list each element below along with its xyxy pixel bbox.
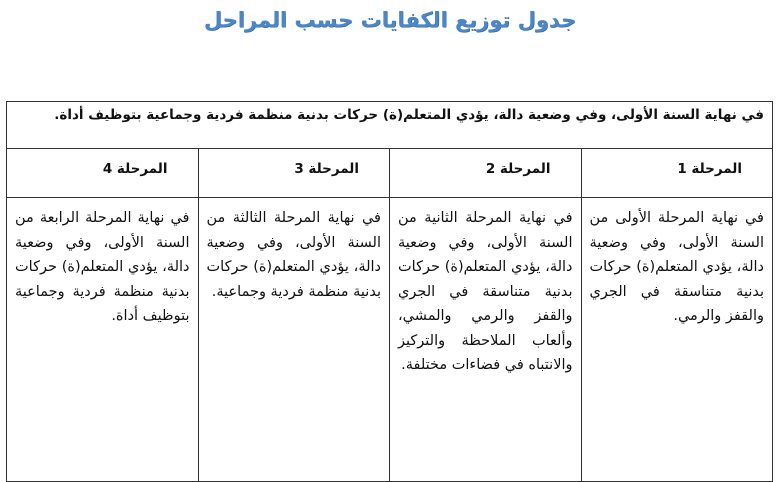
stage-2-text: في نهاية المرحلة الثانية من السنة الأولى، وفي وضعية دالة، يؤدي المتعلم(ة) حركات بدنية متناسقة في الجري والقفز والرمي والمشي، وألعاب الملاحظة والتركيز والانتباه في فضاءات مختلفة. xyxy=(390,198,582,482)
body-row xyxy=(7,198,773,482)
competencies-table xyxy=(6,101,773,482)
intro-cell: في نهاية السنة الأولى، وفي وضعية دالة، يؤدي المتعلم(ة) حركات بدنية منظمة فردية وجماعية بتوظيف أداة. xyxy=(7,102,773,149)
stage-1-text: في نهاية المرحلة الأولى من السنة الأولى، وفي وضعية دالة، يؤدي المتعلم(ة) حركات بدنية متناسقة في الجري والقفز والرمي. xyxy=(581,198,773,482)
stage-3-header: المرحلة 3 xyxy=(198,149,390,198)
stage-4-header: المرحلة 4 xyxy=(7,149,199,198)
stage-2-header: المرحلة 2 xyxy=(390,149,582,198)
header-row xyxy=(7,149,773,198)
stage-3-text: في نهاية المرحلة الثالثة من السنة الأولى، وفي وضعية دالة، يؤدي المتعلم(ة) حركات بدنية منظمة فردية وجماعية. xyxy=(198,198,390,482)
intro-row xyxy=(7,102,773,149)
stage-4-text: في نهاية المرحلة الرابعة من السنة الأولى، وفي وضعية دالة، يؤدي المتعلم(ة) حركات بدنية منظمة فردية وجماعية بتوظيف أداة. xyxy=(7,198,199,482)
page-title: جدول توزيع الكفايات حسب المراحل xyxy=(203,8,577,32)
stage-1-header: المرحلة 1 xyxy=(581,149,773,198)
